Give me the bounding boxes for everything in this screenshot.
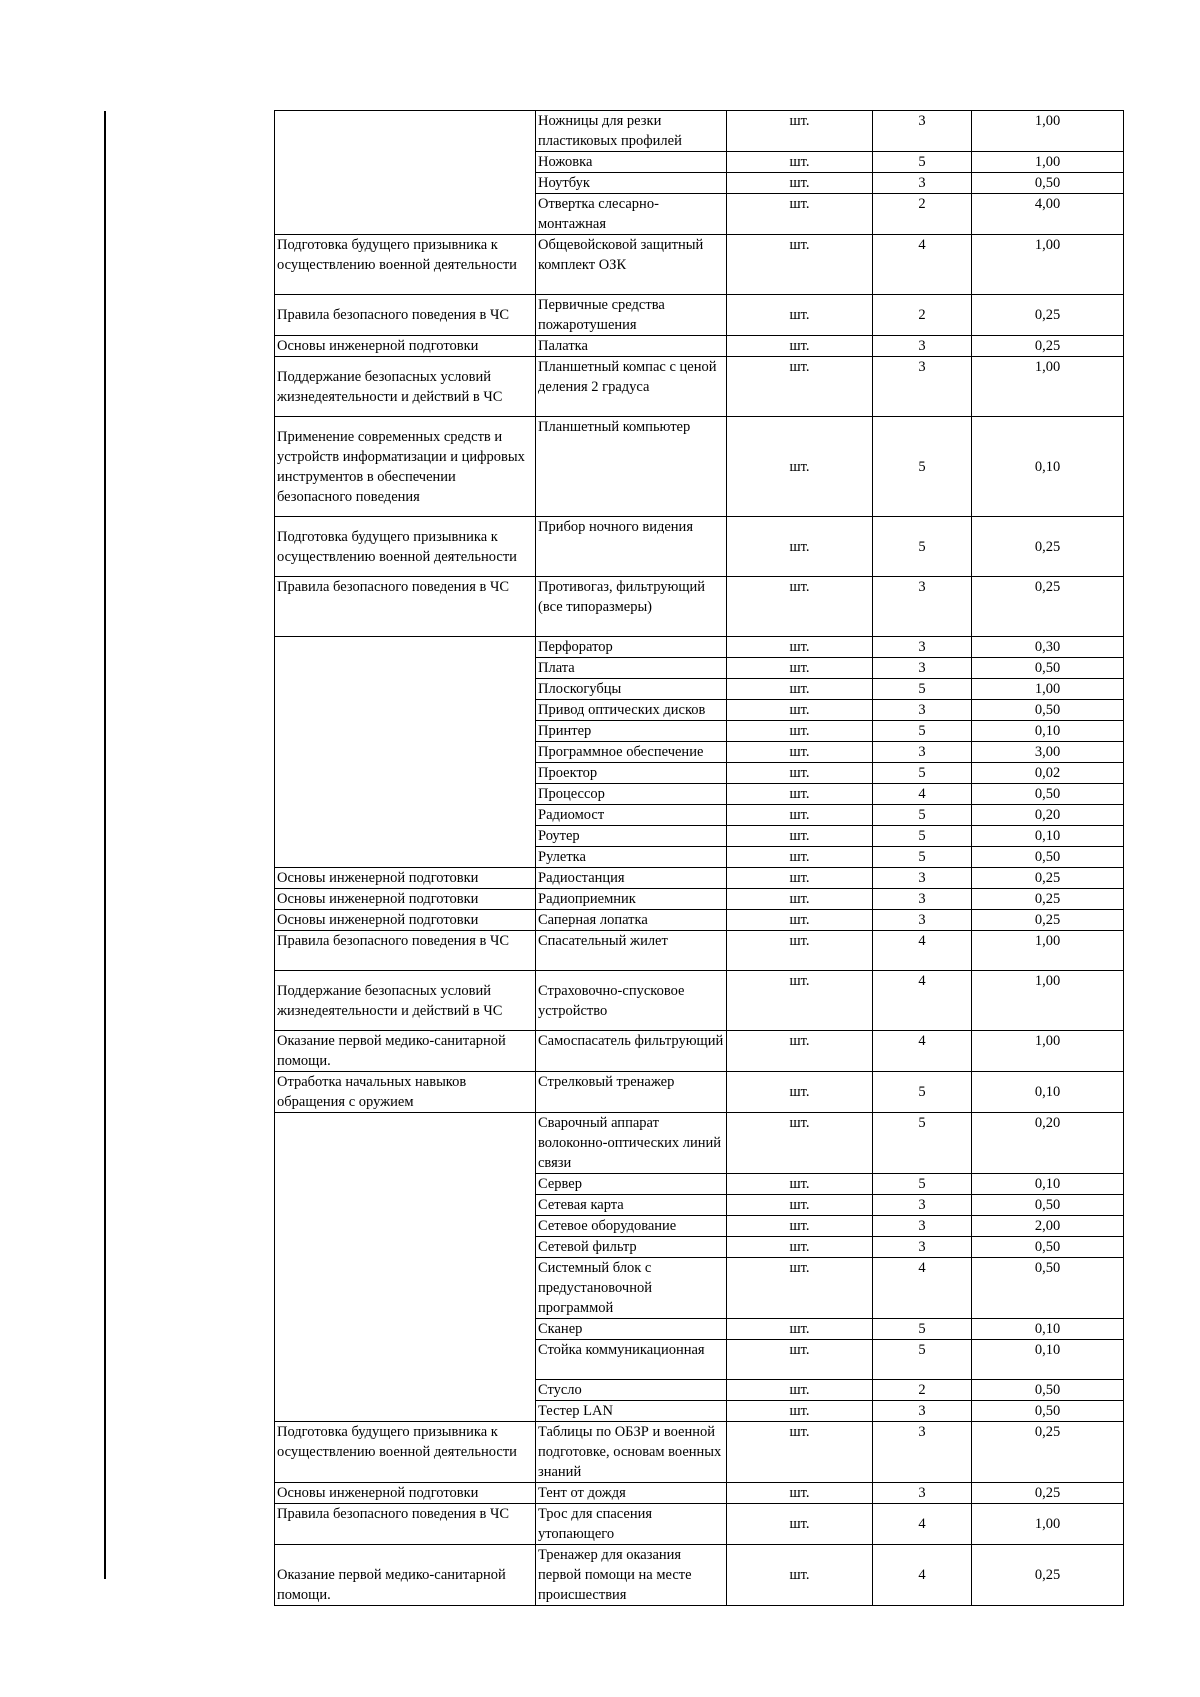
item-name-cell: Сетевая карта	[536, 1195, 727, 1216]
unit-cell: шт.	[727, 742, 873, 763]
value-cell: 3,00	[972, 742, 1124, 763]
unit-cell: шт.	[727, 1380, 873, 1401]
unit-cell: шт.	[727, 235, 873, 295]
value-cell: 0,02	[972, 763, 1124, 784]
unit-cell: шт.	[727, 1483, 873, 1504]
section-cell: Основы инженерной подготовки	[275, 889, 536, 910]
section-cell: Оказание первой медико-санитарной помощи.	[275, 1545, 536, 1606]
item-name-cell: Сварочный аппарат волоконно-оптических линий связи	[536, 1113, 727, 1174]
quantity-cell: 3	[873, 111, 972, 152]
quantity-cell: 5	[873, 1113, 972, 1174]
item-name-cell: Привод оптических дисков	[536, 700, 727, 721]
unit-cell: шт.	[727, 679, 873, 700]
quantity-cell: 3	[873, 357, 972, 417]
section-cell: Правила безопасного поведения в ЧС	[275, 1504, 536, 1545]
item-name-cell: Палатка	[536, 336, 727, 357]
unit-cell: шт.	[727, 1113, 873, 1174]
quantity-cell: 3	[873, 577, 972, 637]
quantity-cell: 5	[873, 679, 972, 700]
quantity-cell: 2	[873, 295, 972, 336]
section-cell	[275, 826, 536, 847]
table-row	[275, 1319, 1124, 1340]
section-cell: Подготовка будущего призывника к осуществлению военной деятельности	[275, 235, 536, 295]
section-cell: Применение современных средств и устройств информатизации и цифровых инструментов в обеспечении безопасного поведения	[275, 417, 536, 517]
section-cell: Поддержание безопасных условий жизнедеятельности и действий в ЧС	[275, 971, 536, 1031]
unit-cell: шт.	[727, 910, 873, 931]
value-cell: 0,50	[972, 658, 1124, 679]
value-cell: 0,50	[972, 1237, 1124, 1258]
quantity-cell: 2	[873, 1380, 972, 1401]
item-name-cell: Первичные средства пожаротушения	[536, 295, 727, 336]
unit-cell: шт.	[727, 658, 873, 679]
equipment-table-body	[275, 111, 1124, 1606]
section-cell: Оказание первой медико-санитарной помощи.	[275, 1031, 536, 1072]
unit-cell: шт.	[727, 931, 873, 971]
item-name-cell: Самоспасатель фильтрующий	[536, 1031, 727, 1072]
section-cell: Правила безопасного поведения в ЧС	[275, 295, 536, 336]
quantity-cell: 3	[873, 1195, 972, 1216]
unit-cell: шт.	[727, 700, 873, 721]
table-row	[275, 173, 1124, 194]
item-name-cell: Ножовка	[536, 152, 727, 173]
item-name-cell: Прибор ночного видения	[536, 517, 727, 577]
value-cell: 0,25	[972, 889, 1124, 910]
section-cell: Основы инженерной подготовки	[275, 910, 536, 931]
unit-cell: шт.	[727, 826, 873, 847]
table-row	[275, 357, 1124, 417]
item-name-cell: Планшетный компас с ценой деления 2 градуса	[536, 357, 727, 417]
table-row	[275, 826, 1124, 847]
section-cell	[275, 763, 536, 784]
quantity-cell: 3	[873, 700, 972, 721]
value-cell: 1,00	[972, 679, 1124, 700]
value-cell: 0,25	[972, 910, 1124, 931]
table-row	[275, 1380, 1124, 1401]
quantity-cell: 5	[873, 1174, 972, 1195]
item-name-cell: Радиомост	[536, 805, 727, 826]
item-name-cell: Системный блок с предустановочной программой	[536, 1258, 727, 1319]
quantity-cell: 4	[873, 971, 972, 1031]
table-row	[275, 889, 1124, 910]
table-row	[275, 152, 1124, 173]
table-row	[275, 931, 1124, 971]
table-row	[275, 1422, 1124, 1483]
quantity-cell: 5	[873, 1319, 972, 1340]
table-row	[275, 111, 1124, 152]
value-cell: 0,50	[972, 1380, 1124, 1401]
unit-cell: шт.	[727, 763, 873, 784]
value-cell: 0,50	[972, 847, 1124, 868]
value-cell: 0,50	[972, 1258, 1124, 1319]
item-name-cell: Отвертка слесарно-монтажная	[536, 194, 727, 235]
item-name-cell: Сетевой фильтр	[536, 1237, 727, 1258]
item-name-cell: Планшетный компьютер	[536, 417, 727, 517]
table-row	[275, 742, 1124, 763]
section-cell	[275, 1174, 536, 1195]
value-cell: 1,00	[972, 1504, 1124, 1545]
unit-cell: шт.	[727, 357, 873, 417]
section-cell	[275, 784, 536, 805]
section-cell	[275, 1401, 536, 1422]
value-cell: 0,25	[972, 868, 1124, 889]
table-row	[275, 721, 1124, 742]
table-row	[275, 1545, 1124, 1606]
value-cell: 0,20	[972, 805, 1124, 826]
quantity-cell: 5	[873, 805, 972, 826]
quantity-cell: 3	[873, 1483, 972, 1504]
value-cell: 0,50	[972, 173, 1124, 194]
table-row	[275, 336, 1124, 357]
value-cell: 0,30	[972, 637, 1124, 658]
unit-cell: шт.	[727, 1031, 873, 1072]
unit-cell: шт.	[727, 805, 873, 826]
quantity-cell: 5	[873, 1072, 972, 1113]
unit-cell: шт.	[727, 784, 873, 805]
value-cell: 0,10	[972, 1319, 1124, 1340]
item-name-cell: Противогаз, фильтрующий (все типоразмеры)	[536, 577, 727, 637]
quantity-cell: 3	[873, 173, 972, 194]
section-cell	[275, 1340, 536, 1380]
quantity-cell: 3	[873, 1401, 972, 1422]
section-cell	[275, 658, 536, 679]
item-name-cell: Перфоратор	[536, 637, 727, 658]
value-cell: 0,50	[972, 700, 1124, 721]
item-name-cell: Спасательный жилет	[536, 931, 727, 971]
value-cell: 1,00	[972, 357, 1124, 417]
item-name-cell: Ноутбук	[536, 173, 727, 194]
item-name-cell: Стойка коммуникационная	[536, 1340, 727, 1380]
table-row	[275, 417, 1124, 517]
table-row	[275, 1216, 1124, 1237]
section-cell	[275, 1195, 536, 1216]
section-cell	[275, 1380, 536, 1401]
value-cell: 1,00	[972, 1031, 1124, 1072]
quantity-cell: 3	[873, 910, 972, 931]
item-name-cell: Таблицы по ОБЗР и военной подготовке, основам военных знаний	[536, 1422, 727, 1483]
section-cell	[275, 700, 536, 721]
quantity-cell: 5	[873, 417, 972, 517]
table-row	[275, 868, 1124, 889]
item-name-cell: Сканер	[536, 1319, 727, 1340]
value-cell: 0,10	[972, 721, 1124, 742]
section-cell: Поддержание безопасных условий жизнедеятельности и действий в ЧС	[275, 357, 536, 417]
section-cell: Подготовка будущего призывника к осуществлению военной деятельности	[275, 517, 536, 577]
section-cell	[275, 679, 536, 700]
section-cell	[275, 847, 536, 868]
table-row	[275, 1113, 1124, 1174]
unit-cell: шт.	[727, 1237, 873, 1258]
item-name-cell: Тренажер для оказания первой помощи на месте происшествия	[536, 1545, 727, 1606]
unit-cell: шт.	[727, 847, 873, 868]
unit-cell: шт.	[727, 1545, 873, 1606]
unit-cell: шт.	[727, 111, 873, 152]
unit-cell: шт.	[727, 173, 873, 194]
value-cell: 0,10	[972, 1340, 1124, 1380]
unit-cell: шт.	[727, 577, 873, 637]
unit-cell: шт.	[727, 517, 873, 577]
section-cell: Подготовка будущего призывника к осуществлению военной деятельности	[275, 1422, 536, 1483]
value-cell: 0,25	[972, 1422, 1124, 1483]
quantity-cell: 3	[873, 742, 972, 763]
table-row	[275, 1340, 1124, 1380]
item-name-cell: Стрелковый тренажер	[536, 1072, 727, 1113]
quantity-cell: 4	[873, 1545, 972, 1606]
table-row	[275, 658, 1124, 679]
quantity-cell: 4	[873, 1031, 972, 1072]
section-cell	[275, 1319, 536, 1340]
section-cell	[275, 194, 536, 235]
table-row	[275, 1072, 1124, 1113]
item-name-cell: Общевойсковой защитный комплект ОЗК	[536, 235, 727, 295]
table-row	[275, 700, 1124, 721]
section-cell	[275, 742, 536, 763]
item-name-cell: Страховочно-спусковое устройство	[536, 971, 727, 1031]
quantity-cell: 3	[873, 868, 972, 889]
section-cell	[275, 721, 536, 742]
table-row	[275, 1031, 1124, 1072]
item-name-cell: Плата	[536, 658, 727, 679]
value-cell: 1,00	[972, 931, 1124, 971]
item-name-cell: Тестер LAN	[536, 1401, 727, 1422]
table-row	[275, 577, 1124, 637]
quantity-cell: 3	[873, 1237, 972, 1258]
item-name-cell: Сетевое оборудование	[536, 1216, 727, 1237]
item-name-cell: Сервер	[536, 1174, 727, 1195]
unit-cell: шт.	[727, 194, 873, 235]
value-cell: 0,25	[972, 577, 1124, 637]
item-name-cell: Саперная лопатка	[536, 910, 727, 931]
value-cell: 4,00	[972, 194, 1124, 235]
item-name-cell: Плоскогубцы	[536, 679, 727, 700]
table-row	[275, 637, 1124, 658]
quantity-cell: 4	[873, 1258, 972, 1319]
unit-cell: шт.	[727, 1174, 873, 1195]
item-name-cell: Стусло	[536, 1380, 727, 1401]
item-name-cell: Радиостанция	[536, 868, 727, 889]
quantity-cell: 3	[873, 1216, 972, 1237]
table-row	[275, 784, 1124, 805]
quantity-cell: 4	[873, 784, 972, 805]
table-row	[275, 910, 1124, 931]
value-cell: 0,20	[972, 1113, 1124, 1174]
unit-cell: шт.	[727, 336, 873, 357]
value-cell: 0,25	[972, 517, 1124, 577]
unit-cell: шт.	[727, 1072, 873, 1113]
section-cell: Основы инженерной подготовки	[275, 1483, 536, 1504]
table-row	[275, 235, 1124, 295]
table-row	[275, 847, 1124, 868]
table-row	[275, 1483, 1124, 1504]
table-row	[275, 679, 1124, 700]
quantity-cell: 3	[873, 1422, 972, 1483]
quantity-cell: 2	[873, 194, 972, 235]
equipment-table	[274, 110, 1124, 1606]
table-row	[275, 971, 1124, 1031]
unit-cell: шт.	[727, 1401, 873, 1422]
section-cell	[275, 805, 536, 826]
quantity-cell: 3	[873, 658, 972, 679]
value-cell: 1,00	[972, 152, 1124, 173]
value-cell: 0,10	[972, 417, 1124, 517]
value-cell: 0,10	[972, 1072, 1124, 1113]
quantity-cell: 3	[873, 637, 972, 658]
section-cell	[275, 1113, 536, 1174]
item-name-cell: Проектор	[536, 763, 727, 784]
unit-cell: шт.	[727, 152, 873, 173]
left-margin-rule	[104, 111, 106, 1579]
value-cell: 0,25	[972, 295, 1124, 336]
unit-cell: шт.	[727, 637, 873, 658]
section-cell	[275, 111, 536, 152]
quantity-cell: 4	[873, 235, 972, 295]
value-cell: 1,00	[972, 971, 1124, 1031]
value-cell: 0,50	[972, 784, 1124, 805]
unit-cell: шт.	[727, 1195, 873, 1216]
table-row	[275, 517, 1124, 577]
table-row	[275, 1195, 1124, 1216]
quantity-cell: 3	[873, 889, 972, 910]
item-name-cell: Роутер	[536, 826, 727, 847]
unit-cell: шт.	[727, 1258, 873, 1319]
table-row	[275, 295, 1124, 336]
value-cell: 0,25	[972, 1545, 1124, 1606]
item-name-cell: Ножницы для резки пластиковых профилей	[536, 111, 727, 152]
unit-cell: шт.	[727, 1504, 873, 1545]
quantity-cell: 5	[873, 847, 972, 868]
item-name-cell: Принтер	[536, 721, 727, 742]
value-cell: 0,25	[972, 1483, 1124, 1504]
table-row	[275, 194, 1124, 235]
section-cell: Основы инженерной подготовки	[275, 336, 536, 357]
value-cell: 1,00	[972, 235, 1124, 295]
quantity-cell: 5	[873, 721, 972, 742]
section-cell: Правила безопасного поведения в ЧС	[275, 577, 536, 637]
quantity-cell: 5	[873, 826, 972, 847]
table-row	[275, 763, 1124, 784]
unit-cell: шт.	[727, 417, 873, 517]
unit-cell: шт.	[727, 1319, 873, 1340]
unit-cell: шт.	[727, 1216, 873, 1237]
quantity-cell: 5	[873, 763, 972, 784]
section-cell: Основы инженерной подготовки	[275, 868, 536, 889]
unit-cell: шт.	[727, 889, 873, 910]
quantity-cell: 4	[873, 931, 972, 971]
value-cell: 2,00	[972, 1216, 1124, 1237]
item-name-cell: Радиоприемник	[536, 889, 727, 910]
item-name-cell: Процессор	[536, 784, 727, 805]
table-row	[275, 1258, 1124, 1319]
quantity-cell: 5	[873, 517, 972, 577]
value-cell: 0,50	[972, 1195, 1124, 1216]
unit-cell: шт.	[727, 971, 873, 1031]
quantity-cell: 4	[873, 1504, 972, 1545]
section-cell	[275, 1237, 536, 1258]
value-cell: 1,00	[972, 111, 1124, 152]
value-cell: 0,10	[972, 1174, 1124, 1195]
quantity-cell: 5	[873, 152, 972, 173]
section-cell	[275, 1216, 536, 1237]
section-cell	[275, 173, 536, 194]
table-row	[275, 1401, 1124, 1422]
table-row	[275, 1237, 1124, 1258]
item-name-cell: Тент от дождя	[536, 1483, 727, 1504]
section-cell: Правила безопасного поведения в ЧС	[275, 931, 536, 971]
value-cell: 0,50	[972, 1401, 1124, 1422]
unit-cell: шт.	[727, 1340, 873, 1380]
section-cell	[275, 637, 536, 658]
table-row	[275, 805, 1124, 826]
item-name-cell: Рулетка	[536, 847, 727, 868]
unit-cell: шт.	[727, 721, 873, 742]
table-row	[275, 1504, 1124, 1545]
section-cell	[275, 152, 536, 173]
item-name-cell: Трос для спасения утопающего	[536, 1504, 727, 1545]
table-row	[275, 1174, 1124, 1195]
value-cell: 0,10	[972, 826, 1124, 847]
value-cell: 0,25	[972, 336, 1124, 357]
item-name-cell: Программное обеспечение	[536, 742, 727, 763]
unit-cell: шт.	[727, 868, 873, 889]
quantity-cell: 5	[873, 1340, 972, 1380]
unit-cell: шт.	[727, 1422, 873, 1483]
section-cell	[275, 1258, 536, 1319]
section-cell: Отработка начальных навыков обращения с оружием	[275, 1072, 536, 1113]
quantity-cell: 3	[873, 336, 972, 357]
unit-cell: шт.	[727, 295, 873, 336]
